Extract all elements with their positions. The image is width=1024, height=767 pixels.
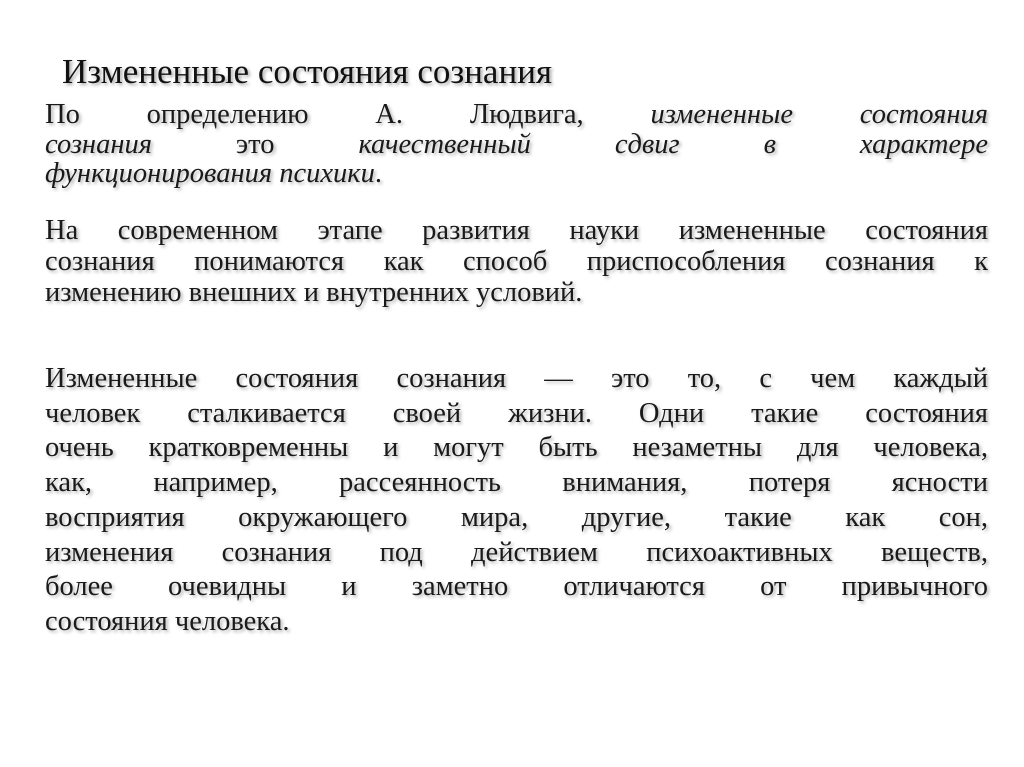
examples-paragraph (45, 362, 988, 640)
text-line: На современном этапе развития науки измененные состояния (45, 215, 988, 246)
text-line: изменению внешних и внутренних условий. (45, 277, 583, 308)
text-line: состояния человека. (45, 605, 290, 637)
definition-paragraph (45, 100, 988, 189)
text-line: Измененные состояния сознания — это то, с чем каждый (45, 363, 988, 394)
text-line: изменения сознания под действием психоактивных веществ, (45, 536, 988, 568)
text-line: очень кратковременны и могут быть незаметны для человека, (45, 432, 988, 464)
text-segment: . (374, 158, 382, 189)
text-line (45, 130, 988, 160)
text-line: восприятия окружающего мира, другие, такие как сон, (45, 501, 988, 533)
italic-segment: качественный сдвиг в характере (358, 128, 989, 160)
text-segment: это (235, 128, 359, 160)
slide-title: Измененные состояния сознания (62, 52, 553, 91)
italic-segment: измененные состояния (650, 99, 988, 130)
text-line (45, 100, 988, 130)
modern-view-paragraph (45, 215, 988, 308)
text-segment: По определению А. Людвига, (45, 99, 651, 130)
text-line: сознания понимаются как способ приспособления сознания к (45, 246, 988, 277)
text-line: более очевидны и заметно отличаются от привычного (45, 571, 988, 603)
italic-segment: функционирования психики (45, 158, 375, 189)
text-line: как, например, рассеянность внимания, потеря ясности (45, 467, 988, 499)
text-line: человек сталкивается своей жизни. Одни такие состояния (45, 397, 988, 429)
italic-segment: сознания (45, 128, 152, 160)
text-line (45, 159, 988, 189)
